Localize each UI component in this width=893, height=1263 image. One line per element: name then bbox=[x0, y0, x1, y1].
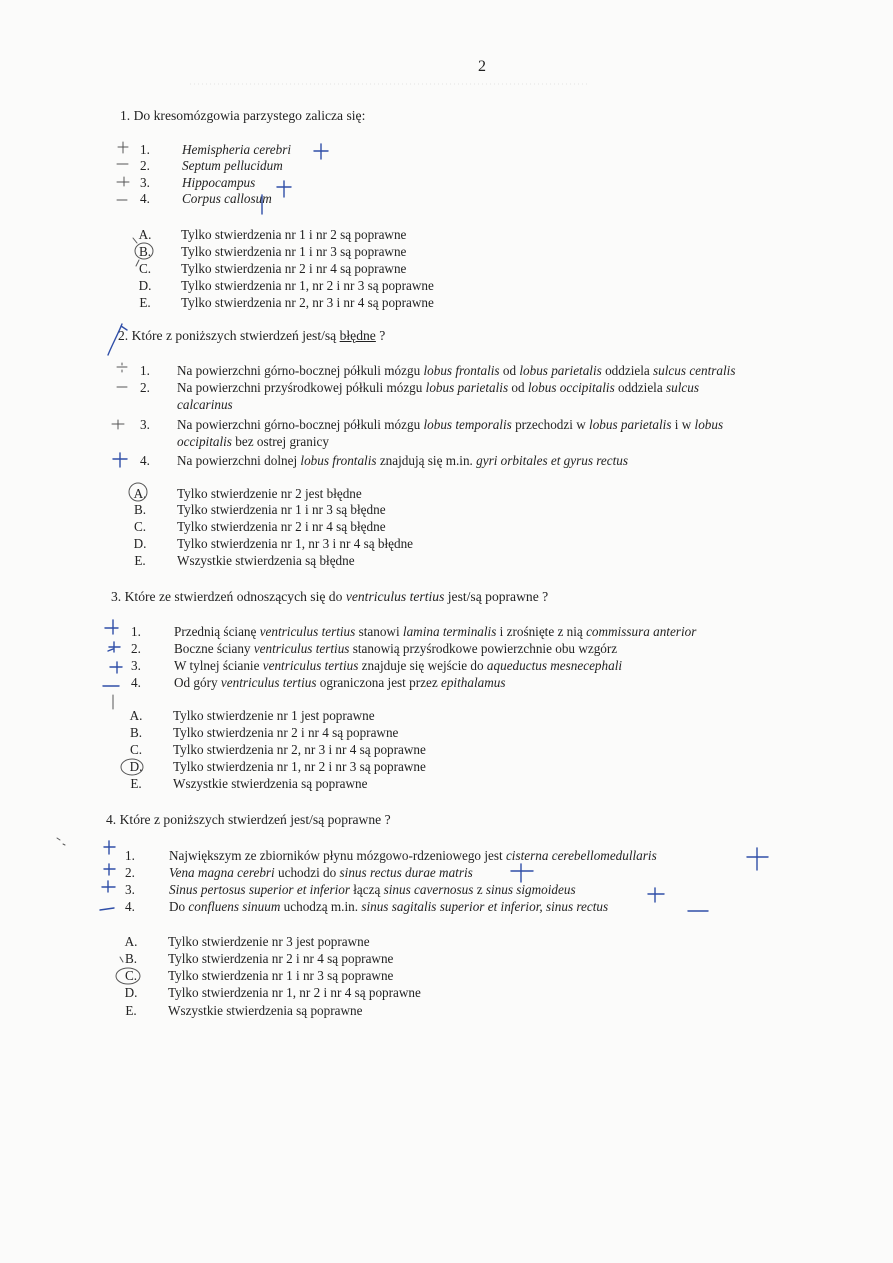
q1-statement: Hemispheria cerebri bbox=[182, 142, 292, 157]
q3-option-text[interactable]: Wszystkie stwierdzenia są poprawne bbox=[173, 776, 368, 791]
q3-pen-marks bbox=[103, 620, 122, 686]
question-keyword: ventriculus tertius bbox=[345, 589, 445, 604]
q4-statement-number: 3. bbox=[125, 882, 135, 897]
q1-option-letter[interactable]: A. bbox=[138, 227, 152, 242]
q4-option-text[interactable]: Tylko stwierdzenia nr 1 i nr 3 są poprawne bbox=[168, 968, 394, 983]
question-text-end: jest/są poprawne ? bbox=[447, 589, 549, 604]
q1-statement: Hippocampus bbox=[182, 175, 256, 190]
q2-option-letter[interactable]: B. bbox=[133, 502, 147, 517]
q4-statement-number: 1. bbox=[125, 848, 135, 863]
q4-option-letter[interactable]: C. bbox=[124, 968, 138, 983]
q2-statement: Na powierzchni przyśrodkowej półkuli mózgu lobus parietalis od lobus occipitalis oddziela sulcus bbox=[177, 380, 699, 395]
q4-option-letter[interactable]: A. bbox=[124, 934, 138, 949]
question-1-title bbox=[120, 108, 365, 124]
q3-option-text[interactable]: Tylko stwierdzenia nr 1, nr 2 i nr 3 są poprawne bbox=[173, 759, 426, 774]
q2-pen-plus-icon bbox=[113, 453, 127, 467]
q1-option-letter[interactable]: C. bbox=[138, 261, 152, 276]
question-4-title bbox=[106, 812, 391, 828]
q4-option-text[interactable]: Tylko stwierdzenie nr 3 jest poprawne bbox=[168, 934, 370, 949]
q4-option-letter[interactable]: B. bbox=[124, 951, 138, 966]
q3-option-letter[interactable]: E. bbox=[130, 776, 142, 791]
question-2-title bbox=[118, 328, 385, 344]
q4-statement: Vena magna cerebri uchodzi do sinus rectus durae matris bbox=[169, 865, 473, 880]
question-number: 1. bbox=[120, 108, 131, 123]
q4-option-text[interactable]: Tylko stwierdzenia nr 1, nr 2 i nr 4 są poprawne bbox=[168, 985, 421, 1000]
q2-option-letter[interactable]: E. bbox=[134, 553, 146, 568]
q2-option-letter[interactable]: D. bbox=[133, 536, 147, 551]
q3-option-letter[interactable]: A. bbox=[129, 708, 143, 723]
q1-option-letter[interactable]: E. bbox=[139, 295, 151, 310]
page-number: 2 bbox=[478, 58, 486, 75]
q1-statement-number: 4. bbox=[140, 191, 150, 206]
q3-option-text[interactable]: Tylko stwierdzenia nr 2 i nr 4 są poprawne bbox=[173, 725, 399, 740]
q3-statement: Boczne ściany ventriculus tertius stanowią przyśrodkowe powierzchnie obu wzgórz bbox=[174, 641, 618, 656]
q4-statement: Największym ze zbiorników płynu mózgowo-rdzeniowego jest cisterna cerebellomedullaris bbox=[169, 848, 657, 863]
q3-statement-number: 3. bbox=[131, 658, 141, 673]
q1-statement-number: 2. bbox=[140, 158, 150, 173]
question-number: 4. bbox=[106, 812, 117, 827]
question-text: Które z poniższych stwierdzeń jest/są bbox=[131, 328, 337, 343]
q1-statement-number: 1. bbox=[140, 142, 150, 157]
q1-statement: Septum pellucidum bbox=[182, 158, 283, 173]
q3-statement: W tylnej ścianie ventriculus tertius znajduje się wejście do aqueductus mesnecephali bbox=[174, 658, 623, 673]
q4-statement: Sinus pertosus superior et inferior łączą sinus cavernosus z sinus sigmoideus bbox=[169, 882, 576, 897]
q3-option-letter[interactable]: B. bbox=[129, 725, 143, 740]
q2-option-text[interactable]: Tylko stwierdzenie nr 2 jest błędne bbox=[177, 486, 362, 501]
question-3-title bbox=[111, 589, 548, 605]
q3-option-letter[interactable]: C. bbox=[129, 742, 143, 757]
q2-statement: Na powierzchni górno-bocznej półkuli mózgu lobus temporalis przechodzi w lobus parietalis i w lobus bbox=[177, 417, 724, 432]
question-text: Które z poniższych stwierdzeń jest/są poprawne ? bbox=[119, 812, 391, 827]
q2-option-text[interactable]: Wszystkie stwierdzenia są błędne bbox=[177, 553, 355, 568]
q2-option-letter[interactable]: C. bbox=[133, 519, 147, 534]
q2-statement: Na powierzchni dolnej lobus frontalis znajdują się m.in. gyri orbitales et gyrus rectus bbox=[177, 453, 629, 468]
q2-statement-number: 1. bbox=[140, 363, 150, 378]
q3-option-text[interactable]: Tylko stwierdzenia nr 2, nr 3 i nr 4 są poprawne bbox=[173, 742, 426, 757]
q3-statement-number: 4. bbox=[131, 675, 141, 690]
q1-option-text[interactable]: Tylko stwierdzenia nr 1, nr 2 i nr 3 są poprawne bbox=[181, 278, 434, 293]
q1-option-letter[interactable]: D. bbox=[138, 278, 152, 293]
q3-option-text[interactable]: Tylko stwierdzenie nr 1 jest poprawne bbox=[173, 708, 375, 723]
q4-option-letter[interactable]: D. bbox=[124, 985, 138, 1000]
q2-option-letter[interactable]: A. bbox=[133, 486, 147, 501]
q1-option-letter[interactable]: B. bbox=[138, 244, 152, 259]
q2-statement: Na powierzchni górno-bocznej półkuli mózgu lobus frontalis od lobus parietalis oddziela sulcus centralis bbox=[177, 363, 736, 378]
question-mark: ? bbox=[379, 328, 386, 343]
q4-statement-number: 4. bbox=[125, 899, 135, 914]
q1-pencil-marks bbox=[117, 142, 129, 200]
q4-statement: Do confluens sinuum uchodzą m.in. sinus sagitalis superior et inferior, sinus rectus bbox=[169, 899, 609, 914]
q2-statement-number: 2. bbox=[140, 380, 150, 395]
q4-statement-number: 2. bbox=[125, 865, 135, 880]
q3-statement-number: 1. bbox=[131, 624, 141, 639]
q2-option-text[interactable]: Tylko stwierdzenia nr 2 i nr 4 są błędne bbox=[177, 519, 386, 534]
q4-option-letter[interactable]: E. bbox=[125, 1003, 137, 1018]
question-keyword: błędne bbox=[339, 328, 376, 343]
q3-statement: Przednią ścianę ventriculus tertius stanowi lamina terminalis i zrośnięte z nią commissura anterior bbox=[174, 624, 697, 639]
q1-option-text[interactable]: Tylko stwierdzenia nr 2, nr 3 i nr 4 są poprawne bbox=[181, 295, 434, 310]
question-text: Do kresomózgowia parzystego zalicza się: bbox=[133, 108, 366, 123]
q1-option-text[interactable]: Tylko stwierdzenia nr 2 i nr 4 są poprawne bbox=[181, 261, 407, 276]
q2-option-text[interactable]: Tylko stwierdzenia nr 1, nr 3 i nr 4 są błędne bbox=[177, 536, 414, 551]
question-number: 3. bbox=[111, 589, 122, 604]
question-number: 2. bbox=[118, 328, 129, 343]
question-text: Które ze stwierdzeń odnoszących się do bbox=[124, 589, 343, 604]
q1-statement-number: 3. bbox=[140, 175, 150, 190]
q1-option-text[interactable]: Tylko stwierdzenia nr 1 i nr 2 są poprawne bbox=[181, 227, 407, 242]
q1-statement: Corpus callosum bbox=[182, 191, 272, 206]
q3-statement-number: 2. bbox=[131, 641, 141, 656]
q2-option-text[interactable]: Tylko stwierdzenia nr 1 i nr 3 są błędne bbox=[177, 502, 386, 517]
q3-option-letter[interactable]: D. bbox=[129, 759, 143, 774]
q1-option-text[interactable]: Tylko stwierdzenia nr 1 i nr 3 są poprawne bbox=[181, 244, 407, 259]
q2-statement-continuation: calcarinus bbox=[177, 397, 233, 412]
q4-option-text[interactable]: Wszystkie stwierdzenia są poprawne bbox=[168, 1003, 363, 1018]
q2-statement-number: 4. bbox=[140, 453, 150, 468]
q2-statement-number: 3. bbox=[140, 417, 150, 432]
q2-statement-continuation: occipitalis bez ostrej granicy bbox=[177, 434, 329, 449]
q3-statement: Od góry ventriculus tertius ograniczona jest przez epithalamus bbox=[174, 675, 506, 690]
q4-option-text[interactable]: Tylko stwierdzenia nr 2 i nr 4 są poprawne bbox=[168, 951, 394, 966]
q2-pencil-marks bbox=[112, 363, 127, 429]
